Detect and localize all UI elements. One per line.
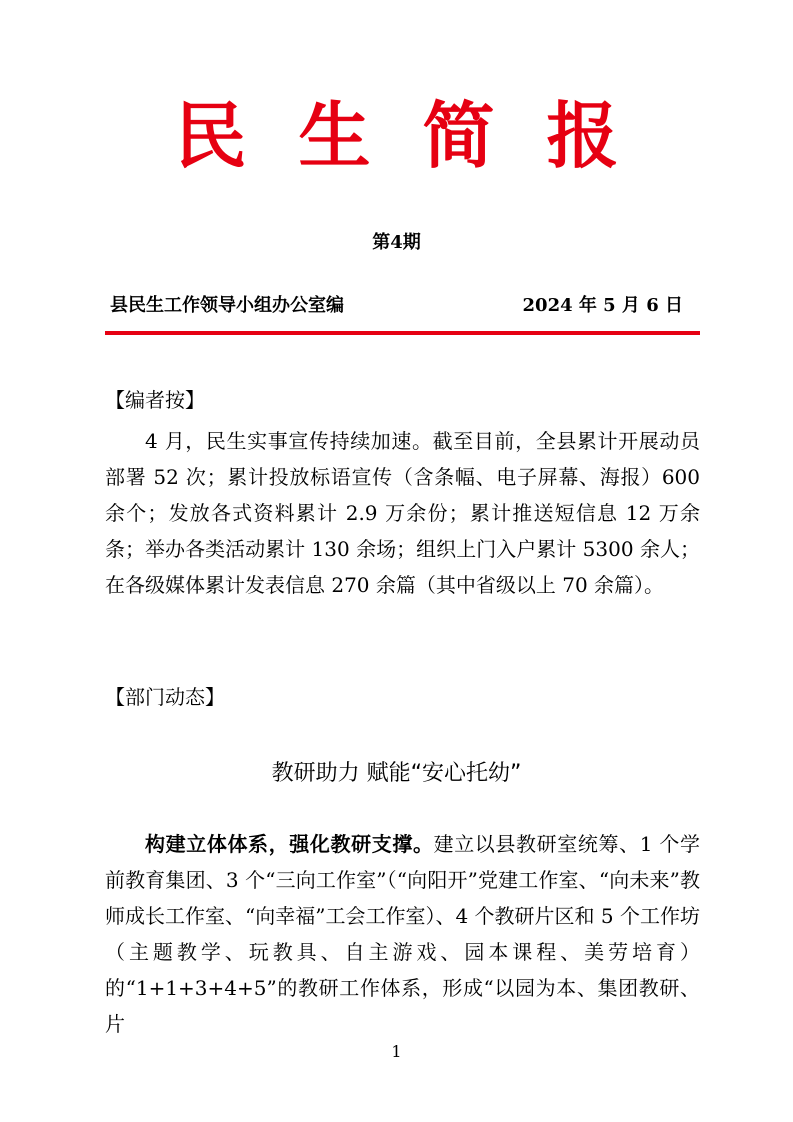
issue-number: 第4期 <box>372 232 421 253</box>
red-divider <box>105 331 700 335</box>
editor-line: 县民生工作领导小组办公室编 <box>110 295 344 316</box>
dept-news-heading: 【部门动态】 <box>105 685 225 709</box>
article-body: 建立以县教研室统筹、1 个学前教育集团、3 个“三向工作室”（“向阳开”党建工作室、“向未来”教师成长工作室、“向幸福”工会工作室）、4 个教研片区和 5 个工作坊（主题教学、玩教具、自主游戏、园本课程、美劳培育）的“1+1+3+4+5”的教研工作体系，形成“以园为本、集团教研、片 <box>105 832 701 1036</box>
article-title: 教研助力 赋能“安心托幼” <box>271 761 522 786</box>
editor-note-body: 4 月，民生实事宣传持续加速。截至目前，全县累计开展动员部署 52 次；累计投放标语宣传（含条幅、电子屏幕、海报）600 余个；发放各式资料累计 2.9 万余份；累计推送短信息 12 万余条；举办各类活动累计 130 余场；组织上门入户累计 5300 余人；在各级媒体累计发表信息 270 余篇（其中省级以上 70 余篇）。 <box>105 429 700 597</box>
article-paragraph <box>105 826 700 1042</box>
editor-note-heading: 【编者按】 <box>105 388 205 412</box>
publish-date: 2024 年 5 月 6 日 <box>522 295 683 316</box>
article-lead: 构建立体体系，强化教研支撑。 <box>145 832 434 856</box>
page-number: 1 <box>391 1042 402 1061</box>
masthead-title: 民生简报 <box>174 93 671 178</box>
